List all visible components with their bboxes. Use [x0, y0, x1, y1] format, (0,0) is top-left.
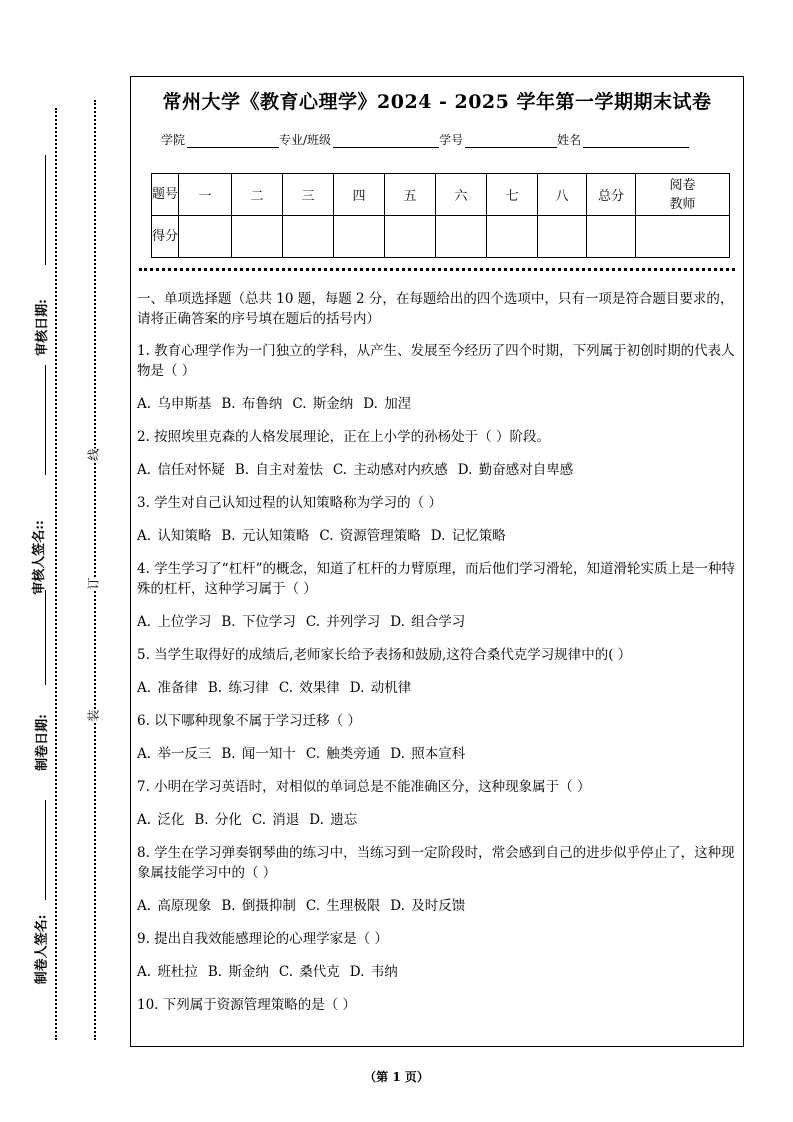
option: A. 信任对怀疑: [137, 462, 225, 478]
score-col: 三: [283, 174, 334, 216]
score-col: 六: [436, 174, 487, 216]
question-stem: 5. 当学生取得好的成绩后,老师家长给予表扬和鼓励,这符合桑代克学习规律中的( ）: [137, 647, 632, 663]
option: D. 及时反馈: [390, 898, 466, 914]
score-col: 五: [385, 174, 436, 216]
question-number-header: 题号: [152, 174, 179, 216]
option: D. 组合学习: [390, 614, 466, 630]
score-table: [151, 173, 730, 258]
option: B. 自主对羞怯: [234, 462, 323, 478]
section-divider: [139, 268, 735, 271]
question-options: [137, 678, 735, 698]
question-options: [137, 896, 735, 916]
option: B. 闻一知十: [221, 746, 296, 762]
score-cell[interactable]: [283, 216, 334, 258]
option: A. 上位学习: [137, 614, 212, 630]
question-stem: 4. 学生学习了“杠杆”的概念，知道了杠杆的力臂原理，而后他们学习滑轮，知道滑轮实质上是一种特殊的杠杆，这种学习属于（ ）: [137, 561, 735, 597]
option: C. 斯金纳: [292, 396, 354, 412]
grader-header: 阅卷教师: [636, 174, 730, 216]
option: C. 主动感对内疚感: [332, 462, 448, 478]
question-options: [137, 526, 735, 546]
question-options: [137, 612, 735, 632]
score-row-label: 得分: [152, 216, 179, 258]
option: B. 分化: [194, 812, 242, 828]
option: B. 元认知策略: [221, 528, 310, 544]
question-stem: 8. 学生在学习弹奏钢琴曲的练习中，当练习到一定阶段时，常会感到自己的进步似乎停止了，这种现象属技能学习中的（ ）: [137, 845, 735, 881]
question-options: [137, 810, 735, 830]
question-options: [137, 460, 735, 480]
major-class-label: 专业/班级: [279, 133, 332, 147]
major-class-field[interactable]: [333, 133, 439, 148]
option: A. 乌申斯基: [137, 396, 212, 412]
option: D. 勤奋感对自卑感: [457, 462, 574, 478]
question-stem: 3. 学生对自己认知过程的认知策略称为学习的（ ）: [137, 495, 442, 511]
score-cell[interactable]: [587, 216, 636, 258]
reviewer-signature-label: 审核人签名::: [31, 520, 47, 595]
signature-line: [45, 365, 46, 475]
staple-mark: 装: [86, 709, 101, 722]
name-label: 姓名: [557, 133, 582, 147]
question-stem: 7. 小明在学习英语时，对相似的单词总是不能准确区分，这种现象属于（ ）: [137, 779, 591, 795]
name-field[interactable]: [583, 133, 689, 148]
score-cell[interactable]: [538, 216, 587, 258]
option: D. 记忆策略: [430, 528, 506, 544]
college-label: 学院: [161, 133, 186, 147]
option: C. 资源管理策略: [319, 528, 421, 544]
option: B. 练习律: [207, 680, 269, 696]
option: C. 桑代克: [278, 964, 340, 980]
option: C. 并列学习: [305, 614, 381, 630]
option: C. 触类旁通: [305, 746, 381, 762]
line-mark: 线: [86, 448, 101, 461]
option: A. 认知策略: [137, 528, 212, 544]
option: B. 布鲁纳: [221, 396, 283, 412]
option: C. 效果律: [278, 680, 340, 696]
score-cell[interactable]: [334, 216, 385, 258]
option: C. 消退: [251, 812, 300, 828]
binding-dotted-line-inner: [94, 100, 96, 1040]
paper-date-label: 制卷日期:: [34, 714, 50, 771]
question-stem: 9. 提出自我效能感理论的心理学家是（ ）: [137, 931, 388, 947]
score-cell[interactable]: [385, 216, 436, 258]
bind-mark: 订: [86, 577, 101, 590]
signature-line: [45, 800, 46, 900]
student-id-field[interactable]: [465, 133, 557, 148]
option: B. 下位学习: [221, 614, 296, 630]
score-cell[interactable]: [436, 216, 487, 258]
score-cell[interactable]: [232, 216, 283, 258]
score-cell[interactable]: [179, 216, 232, 258]
score-col: 八: [538, 174, 587, 216]
question-options: [137, 962, 735, 982]
score-col: 一: [179, 174, 232, 216]
score-cell[interactable]: [636, 216, 730, 258]
question-stem: 1. 教育心理学作为一门独立的学科，从产生、发展至今经历了四个时期，下列属于初创时期的代表人物是（ ）: [137, 343, 735, 379]
option: A. 准备律: [137, 680, 198, 696]
paper-maker-signature-label: 制卷人签名:: [34, 914, 50, 985]
college-field[interactable]: [187, 133, 279, 148]
score-col: 七: [487, 174, 538, 216]
student-id-label: 学号: [439, 133, 464, 147]
score-cell[interactable]: [487, 216, 538, 258]
option: D. 韦纳: [349, 964, 398, 980]
option: C. 生理极限: [305, 898, 381, 914]
option: B. 斯金纳: [207, 964, 269, 980]
student-info-row: [161, 131, 689, 148]
question-options: [137, 394, 735, 414]
option: D. 照本宣科: [390, 746, 466, 762]
option: D. 动机律: [349, 680, 412, 696]
question-section: [137, 289, 735, 1028]
review-date-label: 审核日期:: [34, 299, 50, 356]
score-col: 四: [334, 174, 385, 216]
option: D. 加涅: [363, 396, 412, 412]
question-stem: 6. 以下哪种现象不属于学习迁移（ ）: [137, 713, 361, 729]
option: A. 高原现象: [137, 898, 212, 914]
section-heading: 一、单项选择题（总共 10 题，每题 2 分，在每题给出的四个选项中，只有一项是符合题目要求的，请将正确答案的序号填在题后的括号内）: [137, 291, 734, 327]
exam-frame: [130, 76, 744, 1047]
signature-line: [45, 155, 46, 265]
option: A. 泛化: [137, 812, 185, 828]
page-number: （第 1 页）: [364, 1070, 429, 1084]
exam-title: 常州大学《教育心理学》2024 - 2025 学年第一学期期末试卷: [162, 91, 712, 113]
option: A. 班杜拉: [137, 964, 198, 980]
question-stem: 10. 下列属于资源管理策略的是（ ）: [137, 997, 357, 1013]
option: A. 举一反三: [137, 746, 212, 762]
binding-dotted-line-outer: [55, 108, 57, 1040]
total-score-header: 总分: [587, 174, 636, 216]
question-options: [137, 744, 735, 764]
question-stem: 2. 按照埃里克森的人格发展理论，正在上小学的孙杨处于（ ）阶段。: [137, 429, 550, 445]
score-col: 二: [232, 174, 283, 216]
signature-line: [45, 590, 46, 685]
option: D. 遗忘: [309, 812, 358, 828]
option: B. 倒摄抑制: [221, 898, 296, 914]
